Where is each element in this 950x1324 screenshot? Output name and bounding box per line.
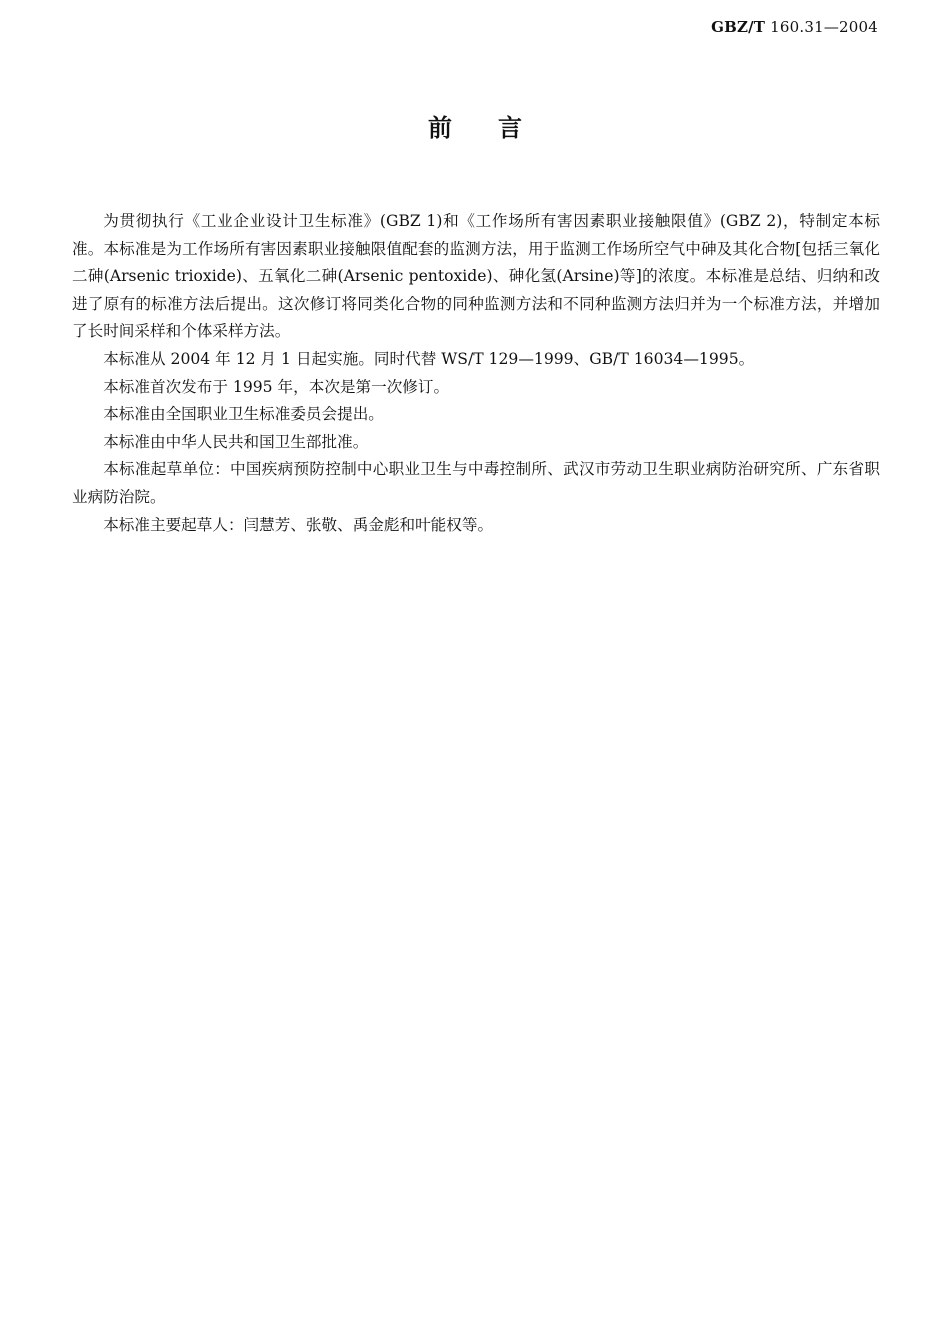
paragraph-purpose: 为贯彻执行《工业企业设计卫生标准》(GBZ 1)和《工作场所有害因素职业接触限值》(GBZ 2)，特制定本标准。本标准是为工作场所有害因素职业接触限值配套的监测方法，用于监测工作场所空气中砷及其化合物[包括三氧化二砷(Arsenic trioxide)、五氧化二砷(Arsenic pentoxide)、砷化氢(Arsine)等]的浓度。本标准是总结、归纳和改进了原有的标准方法后提出。这次修订将同类化合物的同种监测方法和不同种监测方法归并为一个标准方法，并增加了长时间采样和个体采样方法。 <box>72 212 880 341</box>
paragraph-approved-by: 本标准由中华人民共和国卫生部批准。 <box>103 432 369 451</box>
page-header <box>711 18 878 36</box>
paragraph-proposed-by: 本标准由全国职业卫生标准委员会提出。 <box>103 405 384 424</box>
standard-code: GBZ/T <box>711 18 766 36</box>
foreword-body <box>72 208 880 539</box>
standard-number: 160.31—2004 <box>770 18 878 36</box>
page-title: 前言 <box>428 113 568 142</box>
paragraph-first-release: 本标准首次发布于 1995 年，本次是第一次修订。 <box>103 377 450 396</box>
paragraph-drafting-units: 本标准起草单位：中国疾病预防控制中心职业卫生与中毒控制所、武汉市劳动卫生职业病防治研究所、广东省职业病防治院。 <box>72 460 880 506</box>
paragraph-drafters: 本标准主要起草人：闫慧芳、张敬、禹金彪和叶能权等。 <box>103 515 494 534</box>
paragraph-effective-date: 本标准从 2004 年 12 月 1 日起实施。同时代替 WS/T 129—1999、GB/T 16034—1995。 <box>103 349 755 368</box>
